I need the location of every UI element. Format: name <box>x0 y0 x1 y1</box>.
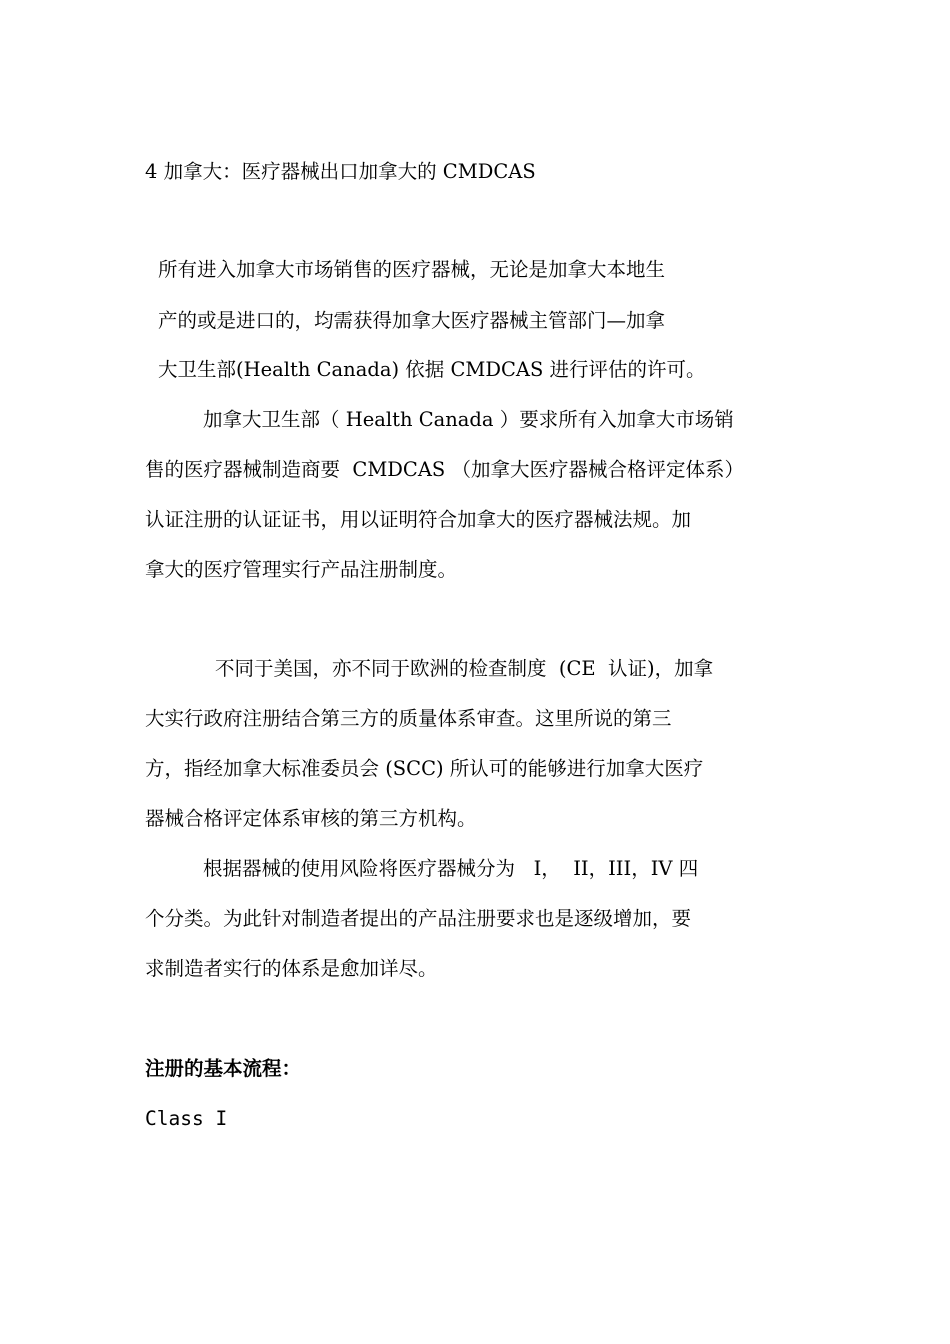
paragraph-3-line-1: 不同于美国，亦不同于欧洲的检查制度 (CE 认证)，加拿 <box>215 657 714 680</box>
paragraph-2-line-2: 售的医疗器械制造商要 CMDCAS （加拿大医疗器械合格评定体系） <box>145 458 744 481</box>
paragraph-1-line-1: 所有进入加拿大市场销售的医疗器械，无论是加拿大本地生 <box>158 258 666 281</box>
paragraph-1-line-2: 产的或是进口的，均需获得加拿大医疗器械主管部门—加拿 <box>158 309 666 332</box>
paragraph-3-line-2: 大实行政府注册结合第三方的质量体系审查。这里所说的第三 <box>145 707 672 730</box>
subheading-registration-process: 注册的基本流程： <box>145 1057 302 1080</box>
paragraph-2-line-1: 加拿大卫生部（ Health Canada ）要求所有入加拿大市场销 <box>203 408 734 431</box>
class-label: Class I <box>145 1107 228 1130</box>
paragraph-4-line-2: 个分类。为此针对制造者提出的产品注册要求也是逐级增加，要 <box>145 907 692 930</box>
paragraph-2-line-3: 认证注册的认证证书，用以证明符合加拿大的医疗器械法规。加 <box>145 508 692 531</box>
paragraph-3-line-3: 方，指经加拿大标准委员会 (SCC) 所认可的能够进行加拿大医疗 <box>145 757 704 780</box>
paragraph-4-line-1: 根据器械的使用风险将医疗器械分为 I， II，III，IV 四 <box>203 857 699 880</box>
paragraph-4-line-3: 求制造者实行的体系是愈加详尽。 <box>145 957 438 980</box>
paragraph-3-line-4: 器械合格评定体系审核的第三方机构。 <box>145 807 477 830</box>
section-heading: 4 加拿大：医疗器械出口加拿大的 CMDCAS <box>145 160 536 183</box>
paragraph-2-line-4: 拿大的医疗管理实行产品注册制度。 <box>145 558 458 581</box>
paragraph-1-line-3: 大卫生部(Health Canada) 依据 CMDCAS 进行评估的许可。 <box>158 358 706 381</box>
